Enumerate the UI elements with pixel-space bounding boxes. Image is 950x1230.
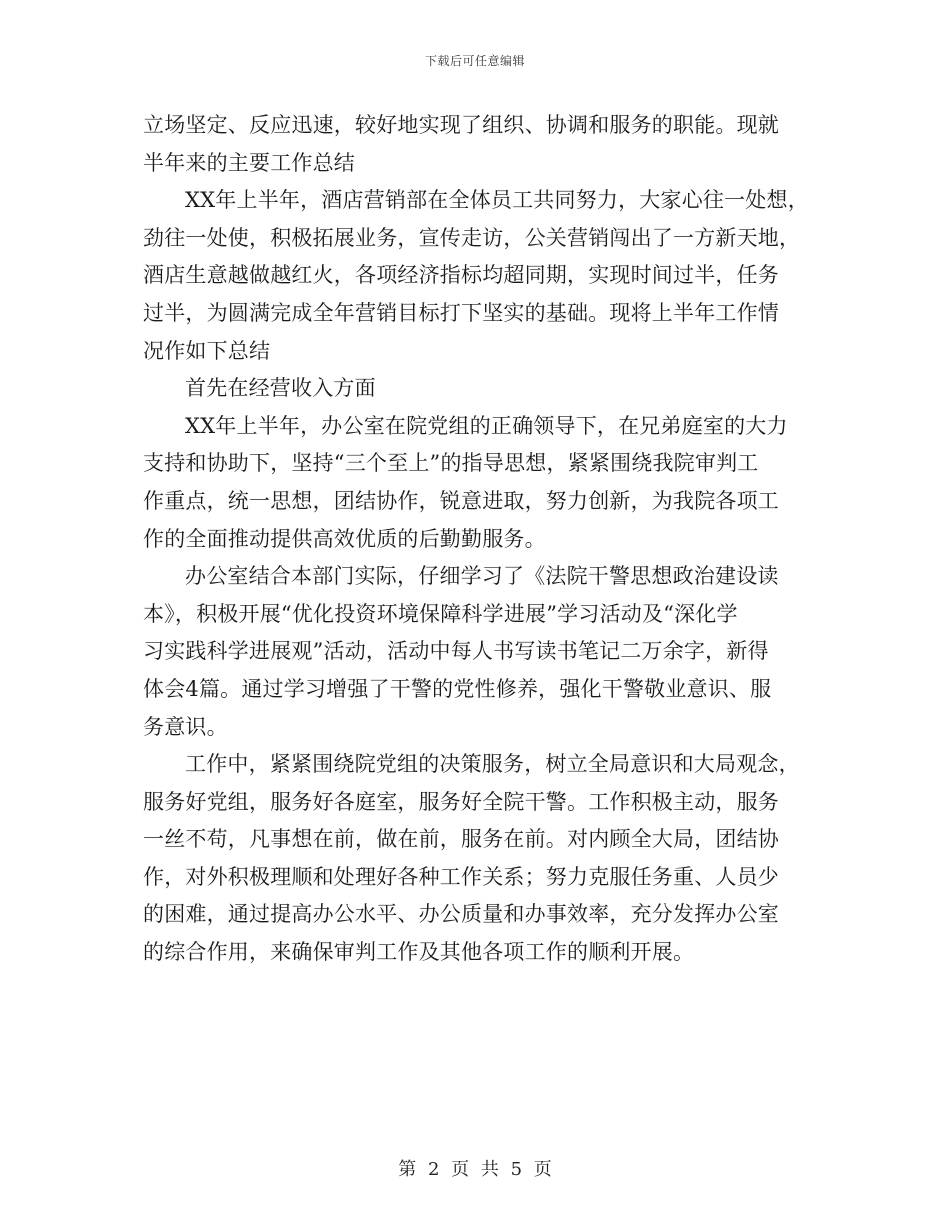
text-line: 本》，积极开展“优化投资环境保障科学进展”学习活动及“深化学 xyxy=(143,601,738,626)
text-line: 的综合作用，来确保审判工作及其他各项工作的顺利开展。 xyxy=(143,940,695,965)
text-line: 办公室结合本部门实际，仔细学习了《法院干警思想政治建设读 xyxy=(185,564,779,589)
text-line: 一丝不苟，凡事想在前，做在前，服务在前。对内顾全大局，团结协 xyxy=(143,827,779,852)
text-line: 支持和协助下，坚持“三个至上”的指导思想，紧紧围绕我院审判工 xyxy=(143,451,759,476)
text-line: 作，对外积极理顺和处理好各种工作关系；努力克服任务重、人员少 xyxy=(143,864,779,889)
paragraph xyxy=(143,182,818,370)
text-line: 作重点，统一思想，团结协作，锐意进取，努力创新，为我院各项工 xyxy=(143,488,779,513)
document-body xyxy=(143,107,818,972)
text-line: 作的全面推动提供高效优质的后勤勤服务。 xyxy=(143,526,546,551)
text-line: 服务好党组，服务好各庭室，服务好全院干警。工作积极主动，服务 xyxy=(143,789,779,814)
text-line: 况作如下总结 xyxy=(143,338,271,363)
page-header: 下载后可任意编辑 xyxy=(424,54,525,68)
text-line: 首先在经营收入方面 xyxy=(185,376,376,401)
text-line: 立场坚定、反应迅速，较好地实现了组织、协调和服务的职能。现就 xyxy=(143,113,779,137)
paragraph xyxy=(143,408,818,558)
text-line: 的困难，通过提高办公水平、办公质量和办事效率，充分发挥办公室 xyxy=(143,902,779,927)
text-line: 酒店生意越做越红火，各项经济指标均超同期，实现时间过半，任务 xyxy=(143,263,779,288)
text-line: 过半，为圆满完成全年营销目标打下坚实的基础。现将上半年工作情 xyxy=(143,300,779,325)
text-line: 务意识。 xyxy=(143,714,228,739)
paragraph xyxy=(143,746,818,972)
paragraph xyxy=(143,107,818,182)
text-line: 劲往一处使，积极拓展业务，宣传走访，公关营销闯出了一方新天地， xyxy=(143,225,801,250)
text-line: 习实践科学进展观”活动，活动中每人书写读书笔记二万余字，新得 xyxy=(143,639,769,664)
text-line: 体会4篇。通过学习增强了干警的党性修养，强化干警敬业意识、服 xyxy=(143,676,772,701)
text-line: 工作中，紧紧围绕院党组的决策服务，树立全局意识和大局观念， xyxy=(185,752,800,777)
text-line: XX年上半年，办公室在院党组的正确领导下，在兄弟庭室的大力 xyxy=(185,413,788,438)
paragraph xyxy=(143,370,818,408)
text-line: 半年来的主要工作总结 xyxy=(143,150,355,175)
text-line: XX年上半年，酒店营销部在全体员工共同努力，大家心往一处想， xyxy=(185,188,809,213)
page-footer: 第 2 页 共 5 页 xyxy=(398,1159,552,1180)
paragraph xyxy=(143,558,818,746)
